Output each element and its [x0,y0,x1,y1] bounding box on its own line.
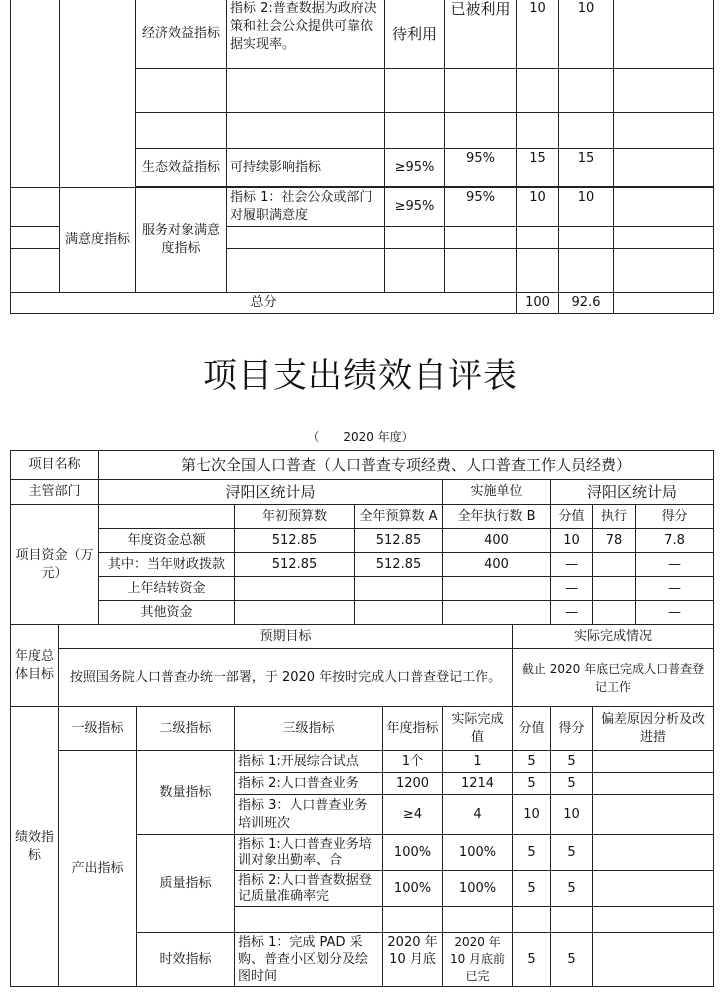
blank-cell [227,113,385,149]
blank-cell [11,249,60,293]
blank-cell [385,227,445,249]
perf-header: 偏差原因分析及改进措 [593,707,714,751]
blank-cell [593,871,714,907]
indicator-text: 指标 1：完成 PAD 采购、普查小区划分及绘图时间 [235,933,383,987]
eco-target: ≥95% [385,149,445,187]
blank-cell [614,113,714,149]
self-evaluation-table [10,450,714,987]
expected-goal-text: 按照国务院人口普查办统一部署，于 2020 年按时完成人口普查登记工作。 [59,649,513,707]
quantity-indicator-label: 数量指标 [137,751,235,835]
blank-cell [614,149,714,187]
indicator-text: 指标 1:开展综合试点 [235,751,383,773]
blank-cell [136,69,227,113]
indicator-actual: 100% [443,835,513,871]
blank-cell [445,249,517,293]
fund-row-label: 其他资金 [99,601,235,625]
satisfaction-target: ≥95% [385,188,445,227]
fund-header: 全年执行数 B [443,505,551,529]
satisfaction-sub-label: 服务对象满意度指标 [136,188,227,293]
fund-value [443,601,551,625]
expected-goal-header: 预期目标 [59,625,513,649]
econ-score: 10 [559,0,614,69]
perf-header: 一级指标 [59,707,137,751]
eco-indicator-label: 生态效益指标 [136,149,227,187]
blank-cell [136,113,227,149]
blank-cell [517,227,559,249]
blank-cell [513,907,551,933]
fund-header: 得分 [636,505,714,529]
blank-cell [614,227,714,249]
indicator-weight: 5 [513,751,551,773]
project-name-label: 项目名称 [11,451,99,480]
indicator-actual: 100% [443,871,513,907]
satisfaction-actual: 95% [445,188,517,227]
continuation-table [10,0,714,314]
implementer-label: 实施单位 [443,480,551,505]
fund-value: — [636,601,714,625]
fund-value [235,601,355,625]
fund-header: 执行 [593,505,636,529]
fund-value [593,577,636,601]
fund-value [593,553,636,577]
eco-indicator-text: 可持续影响指标 [227,149,385,187]
econ-note [614,0,714,69]
fund-value: 512.85 [235,553,355,577]
indicator-score: 10 [551,795,593,835]
implementer-value: 浔阳区统计局 [551,480,714,505]
blank-cell [614,293,714,314]
blank-cell [517,113,559,149]
indicator-weight: 5 [513,773,551,795]
perf-header: 得分 [551,707,593,751]
blank-cell [593,933,714,987]
actual-completion-header: 实际完成情况 [513,625,714,649]
blank-cell [517,69,559,113]
blank-cell [551,907,593,933]
indicator-target: 2020 年 10 月底 [383,933,443,987]
indicator-score: 5 [551,835,593,871]
blank-cell [559,69,614,113]
econ-indicator-text: 指标 2:普查数据为政府决策和社会公众提供可靠依据实现率。 [227,0,385,69]
indicator-actual: 2020 年 10 月底前已完 [443,933,513,987]
indicator-target: 100% [383,835,443,871]
indicator-target: 1个 [383,751,443,773]
blank-cell [235,907,383,933]
eco-weight: 15 [517,149,559,187]
perf-header: 二级指标 [137,707,235,751]
fund-value: — [636,577,714,601]
blank-cell [11,227,60,249]
perf-header: 年度指标 [383,707,443,751]
blank-cell [614,249,714,293]
blank-cell [593,907,714,933]
indicator-text: 指标 2:人口普查业务 [235,773,383,795]
indicator-target: ≥4 [383,795,443,835]
total-label: 总分 [11,293,517,314]
fund-value: 78 [593,529,636,553]
indicator-actual: 1214 [443,773,513,795]
fund-value: — [551,601,593,625]
fund-value [593,601,636,625]
annual-goal-label: 年度总体目标 [11,625,59,707]
fund-row-label: 上年结转资金 [99,577,235,601]
fund-value: — [551,577,593,601]
fund-label: 项目资金（万元） [11,505,99,625]
indicator-target: 100% [383,871,443,907]
fund-row-label: 年度资金总额 [99,529,235,553]
indicator-score: 5 [551,933,593,987]
fund-value [355,577,443,601]
fund-value: 400 [443,553,551,577]
blank-cell [60,0,136,188]
blank-cell [593,795,714,835]
blank-cell [445,227,517,249]
fund-value [355,601,443,625]
blank-cell [385,249,445,293]
blank-cell [227,249,385,293]
total-score: 92.6 [559,293,614,314]
eco-score: 15 [559,149,614,187]
fund-value [235,577,355,601]
econ-weight: 10 [517,0,559,69]
indicator-actual: 1 [443,751,513,773]
indicator-actual: 4 [443,795,513,835]
fund-value: — [636,553,714,577]
fund-value: 512.85 [355,529,443,553]
fund-value: 7.8 [636,529,714,553]
blank-cell [517,249,559,293]
fund-value: — [551,553,593,577]
department-value: 浔阳区统计局 [99,480,443,505]
fund-value: 400 [443,529,551,553]
indicator-weight: 10 [513,795,551,835]
blank-cell [385,69,445,113]
output-indicator-label: 产出指标 [59,751,137,987]
perf-header: 三级指标 [235,707,383,751]
blank-cell [559,113,614,149]
indicator-text: 指标 1:人口普查业务培训对象出勤率、合 [235,835,383,871]
actual-completion-text: 截止 2020 年底已完成人口普查登记工作 [513,649,714,707]
satisfaction-indicator-text: 指标 1：社会公众或部门对履职满意度 [227,188,385,227]
total-weight: 100 [517,293,559,314]
blank-cell [614,188,714,227]
blank-cell [11,188,60,227]
fund-value: 512.85 [235,529,355,553]
indicator-weight: 5 [513,871,551,907]
project-name: 第七次全国人口普查（人口普查专项经费、人口普查工作人员经费） [99,451,714,480]
year-label: （ 2020 年度） [307,430,414,444]
indicator-weight: 5 [513,835,551,871]
quality-indicator-label: 质量指标 [137,835,235,933]
perf-header: 分值 [513,707,551,751]
indicator-text: 指标 2:人口普查数据登记质量准确率完 [235,871,383,907]
blank-cell [445,113,517,149]
blank-cell [559,227,614,249]
econ-indicator-label: 经济效益指标 [136,0,227,69]
blank-cell [227,227,385,249]
blank-cell [593,751,714,773]
fund-value: 512.85 [355,553,443,577]
eco-actual: 95% [445,149,517,187]
satisfaction-score: 10 [559,188,614,227]
blank-cell [593,835,714,871]
indicator-weight: 5 [513,933,551,987]
econ-actual: 已被利用 [445,0,517,69]
performance-indicator-label: 绩效指标 [11,707,59,987]
indicator-score: 5 [551,871,593,907]
blank-cell [11,0,60,188]
fund-header: 分值 [551,505,593,529]
satisfaction-label: 满意度指标 [60,188,136,293]
blank-cell [385,113,445,149]
econ-target: 待利用 [385,0,445,69]
fund-header: 全年预算数 A [355,505,443,529]
blank-cell [383,907,443,933]
indicator-target: 1200 [383,773,443,795]
page-title: 项目支出绩效自评表 [203,356,518,396]
perf-header: 实际完成值 [443,707,513,751]
blank-cell [443,907,513,933]
blank-cell [593,773,714,795]
indicator-score: 5 [551,751,593,773]
fund-header: 年初预算数 [235,505,355,529]
blank-cell [227,69,385,113]
fund-value: 10 [551,529,593,553]
blank-cell [614,69,714,113]
fund-value [443,577,551,601]
indicator-score: 5 [551,773,593,795]
blank-cell [445,69,517,113]
timeliness-indicator-label: 时效指标 [137,933,235,987]
fund-row-label: 其中：当年财政拨款 [99,553,235,577]
blank-cell [559,249,614,293]
department-label: 主管部门 [11,480,99,505]
satisfaction-weight: 10 [517,188,559,227]
indicator-text: 指标 3：人口普查业务培训班次 [235,795,383,835]
blank-cell [99,505,235,529]
